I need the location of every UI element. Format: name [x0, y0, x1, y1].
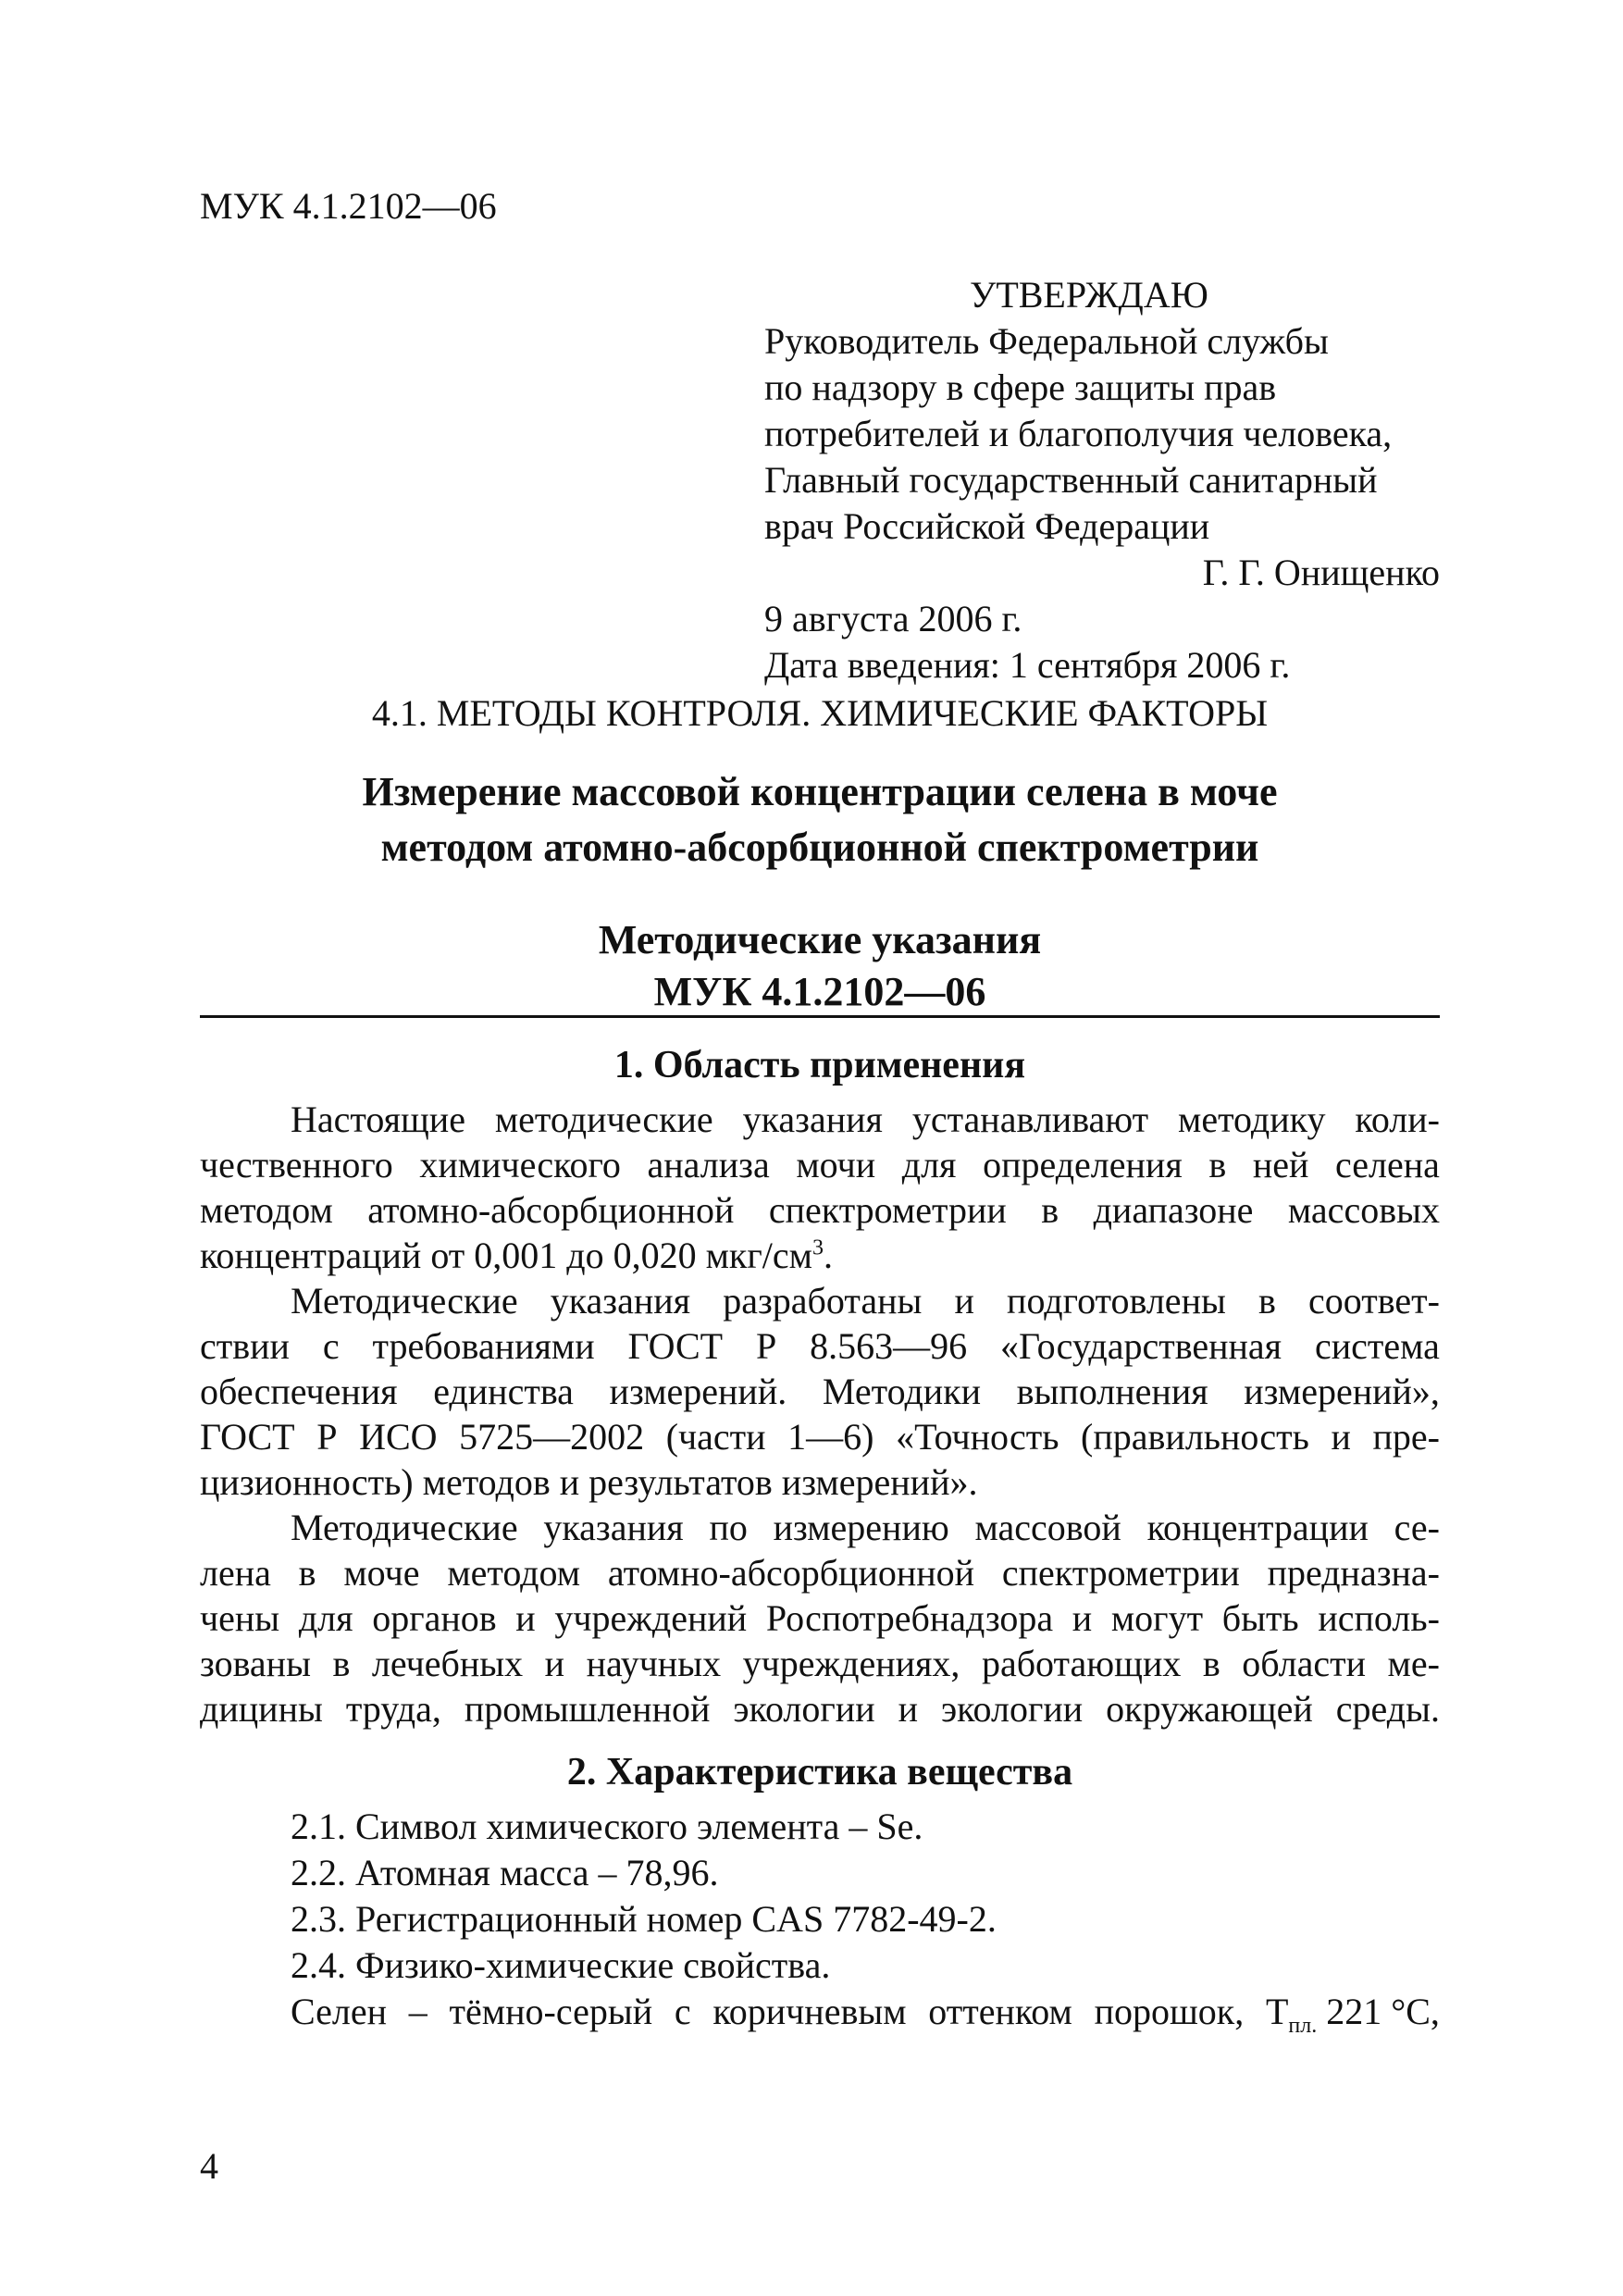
document-subtitle — [200, 914, 1440, 1018]
word: ГОСТ — [200, 1416, 295, 1458]
word: методом — [200, 1189, 333, 1231]
word: мочи — [796, 1144, 876, 1185]
word: по — [709, 1507, 748, 1548]
word: зованы — [200, 1643, 311, 1684]
word: пре- — [1372, 1416, 1440, 1458]
word: ме- — [1387, 1643, 1440, 1684]
word: обеспечения — [200, 1371, 398, 1412]
word: атомно-абсорбционной — [367, 1189, 735, 1231]
word: система — [1314, 1325, 1440, 1367]
word: ИСО — [359, 1416, 438, 1458]
paragraph-line — [200, 1097, 1440, 1142]
word: (правильность — [1081, 1416, 1309, 1458]
word: предназна- — [1267, 1552, 1440, 1594]
document-subtitle-line: МУК 4.1.2102—06 — [653, 969, 986, 1014]
word: подготовлены — [1007, 1280, 1226, 1322]
word: промышленной — [464, 1688, 711, 1730]
word: – — [408, 1991, 427, 2032]
word: «Точность — [896, 1416, 1059, 1458]
word: в — [1258, 1280, 1276, 1322]
word: могут — [1110, 1597, 1204, 1639]
document-subtitle-line: Методические указания — [598, 917, 1042, 962]
page-number: 4 — [200, 2145, 218, 2187]
word: учреждениях, — [742, 1643, 960, 1684]
word: массовых — [1287, 1189, 1440, 1231]
word: моче — [343, 1552, 420, 1594]
word: методом — [447, 1552, 581, 1594]
word: выполнения — [1016, 1371, 1208, 1412]
word: быть — [1221, 1597, 1299, 1639]
word: Селен — [291, 1991, 388, 2032]
document-title-line: методом атомно-абсорбционной спектрометрии — [380, 825, 1259, 870]
paragraph-line — [200, 1414, 1440, 1459]
word: в — [1202, 1643, 1220, 1684]
word: с — [674, 1991, 691, 2032]
word: ствии — [200, 1325, 290, 1367]
word: Р — [316, 1416, 338, 1458]
word: Методические — [291, 1507, 518, 1548]
paragraph-line — [200, 1142, 1440, 1187]
word: измерений. — [609, 1371, 787, 1412]
word: диапазоне — [1093, 1189, 1254, 1231]
word: спектрометрии — [1001, 1552, 1240, 1594]
word: дицины — [200, 1688, 323, 1730]
word: для — [298, 1597, 353, 1639]
word: устанавливают — [911, 1098, 1149, 1140]
word: определения — [983, 1144, 1183, 1185]
word: (части — [665, 1416, 766, 1458]
word: исполь- — [1318, 1597, 1440, 1639]
approval-signatory: Г. Г. Онищенко — [1202, 552, 1440, 593]
word: Методики — [822, 1371, 982, 1412]
word: химического — [419, 1144, 621, 1185]
word: оттенком — [928, 1991, 1072, 2032]
approval-date: 9 августа 2006 г. — [764, 598, 1022, 639]
word: и — [954, 1280, 974, 1322]
word: массовой — [974, 1507, 1121, 1548]
approval-position-line: Руководитель Федеральной службы — [764, 320, 1329, 362]
paragraph-text: концентраций от 0,001 до 0,020 мкг/см — [200, 1235, 812, 1276]
effective-date: Дата введения: 1 сентября 2006 г. — [764, 644, 1291, 686]
word: Роспотребнадзора — [765, 1597, 1054, 1639]
word: чественного — [200, 1144, 393, 1185]
temperature-value — [1265, 1989, 1440, 2038]
paragraph-line — [200, 1505, 1440, 1550]
word: селена — [1335, 1144, 1440, 1185]
paragraph-text: . — [823, 1235, 833, 1276]
word: среды. — [1335, 1688, 1440, 1730]
word: лена — [200, 1552, 271, 1594]
word: указания — [543, 1507, 684, 1548]
word: области — [1242, 1643, 1366, 1684]
word: единства — [433, 1371, 574, 1412]
word: Р — [756, 1325, 777, 1367]
section-heading-substance: 2. Характеристика вещества — [566, 1751, 1073, 1793]
word: се- — [1394, 1507, 1440, 1548]
paragraph-line — [200, 1686, 1440, 1731]
word: 8.563—96 — [810, 1325, 968, 1367]
word: методические — [494, 1098, 713, 1140]
list-item: 2.4. Физико-химические свойства. — [291, 1944, 831, 1986]
word: методику — [1178, 1098, 1326, 1140]
word: и — [544, 1643, 565, 1684]
word: соответ- — [1308, 1280, 1440, 1322]
section-body-substance — [200, 1804, 1440, 2038]
classification-heading: 4.1. МЕТОДЫ КОНТРОЛЯ. ХИМИЧЕСКИЕ ФАКТОРЫ — [371, 692, 1269, 734]
word: Настоящие — [291, 1098, 465, 1140]
paragraph-line — [200, 1233, 1440, 1278]
word: концентрации — [1146, 1507, 1369, 1548]
approval-block — [764, 272, 1440, 689]
word: учреждений — [554, 1597, 748, 1639]
title-divider — [200, 1015, 1440, 1018]
document-title — [200, 764, 1440, 875]
word: измерений», — [1244, 1371, 1440, 1412]
list-item: 2.1. Символ химического элемента – Se. — [291, 1806, 923, 1847]
subscript: пл. — [1288, 2014, 1318, 2038]
superscript: 3 — [812, 1235, 824, 1260]
word: измерению — [773, 1507, 949, 1548]
paragraph-line — [200, 1323, 1440, 1369]
word: порошок, — [1094, 1991, 1245, 2032]
word: и — [1331, 1416, 1351, 1458]
word: труда, — [345, 1688, 441, 1730]
paragraph-line — [200, 1989, 1440, 2038]
word: в — [1208, 1144, 1227, 1185]
word: Методические — [291, 1280, 518, 1322]
word: работающих — [981, 1643, 1182, 1684]
word: 5725—2002 — [459, 1416, 645, 1458]
section-body-scope — [200, 1097, 1440, 1731]
word: ней — [1252, 1144, 1309, 1185]
word: окружающей — [1106, 1688, 1313, 1730]
word: тёмно-серый — [449, 1991, 653, 2032]
word: чены — [200, 1597, 280, 1639]
word: «Государственная — [1000, 1325, 1282, 1367]
approval-heading: УТВЕРЖДАЮ — [970, 274, 1208, 316]
document-code: МУК 4.1.2102—06 — [200, 185, 497, 227]
word: научных — [586, 1643, 722, 1684]
approval-position-line: Главный государственный санитарный — [764, 459, 1378, 501]
word: 1—6) — [787, 1416, 874, 1458]
word: указания — [742, 1098, 883, 1140]
paragraph-line — [200, 1641, 1440, 1686]
word: разработаны — [723, 1280, 923, 1322]
paragraph-line: цизионность) методов и результатов измерений». — [200, 1461, 978, 1503]
word: и — [1072, 1597, 1093, 1639]
paragraph-line — [200, 1595, 1440, 1641]
word: лечебных — [371, 1643, 524, 1684]
word: для — [901, 1144, 957, 1185]
approval-position-line: потребителей и благополучия человека, — [764, 413, 1393, 454]
document-title-line: Измерение массовой концентрации селена в моче — [362, 769, 1278, 814]
word: атомно-абсорбционной — [607, 1552, 975, 1594]
paragraph-line — [200, 1550, 1440, 1595]
word: с — [322, 1325, 340, 1367]
word: в — [1041, 1189, 1059, 1231]
word: экологии — [733, 1688, 875, 1730]
paragraph-line — [200, 1278, 1440, 1323]
word: ГОСТ — [627, 1325, 724, 1367]
word: в — [332, 1643, 351, 1684]
word: органов — [372, 1597, 497, 1639]
approval-position-line: по надзору в сфере защиты прав — [764, 366, 1277, 408]
word: требованиями — [372, 1325, 595, 1367]
approval-position-line: врач Российской Федерации — [764, 505, 1210, 547]
word: и — [515, 1597, 536, 1639]
paragraph-line — [200, 1369, 1440, 1414]
word: анализа — [647, 1144, 770, 1185]
list-item: 2.3. Регистрационный номер CAS 7782-49-2. — [291, 1898, 997, 1940]
section-heading-scope: 1. Область применения — [613, 1044, 1026, 1086]
word: указания — [550, 1280, 691, 1322]
temperature-symbol: Т — [1265, 1991, 1289, 2032]
temperature-number: 221 °С, — [1326, 1991, 1440, 2032]
list-item: 2.2. Атомная масса – 78,96. — [291, 1852, 719, 1893]
word: и — [898, 1688, 918, 1730]
word: экологии — [940, 1688, 1084, 1730]
word: коли- — [1355, 1098, 1440, 1140]
word: спектрометрии — [768, 1189, 1007, 1231]
word: в — [298, 1552, 316, 1594]
paragraph-line — [200, 1187, 1440, 1233]
word: коричневым — [712, 1991, 907, 2032]
